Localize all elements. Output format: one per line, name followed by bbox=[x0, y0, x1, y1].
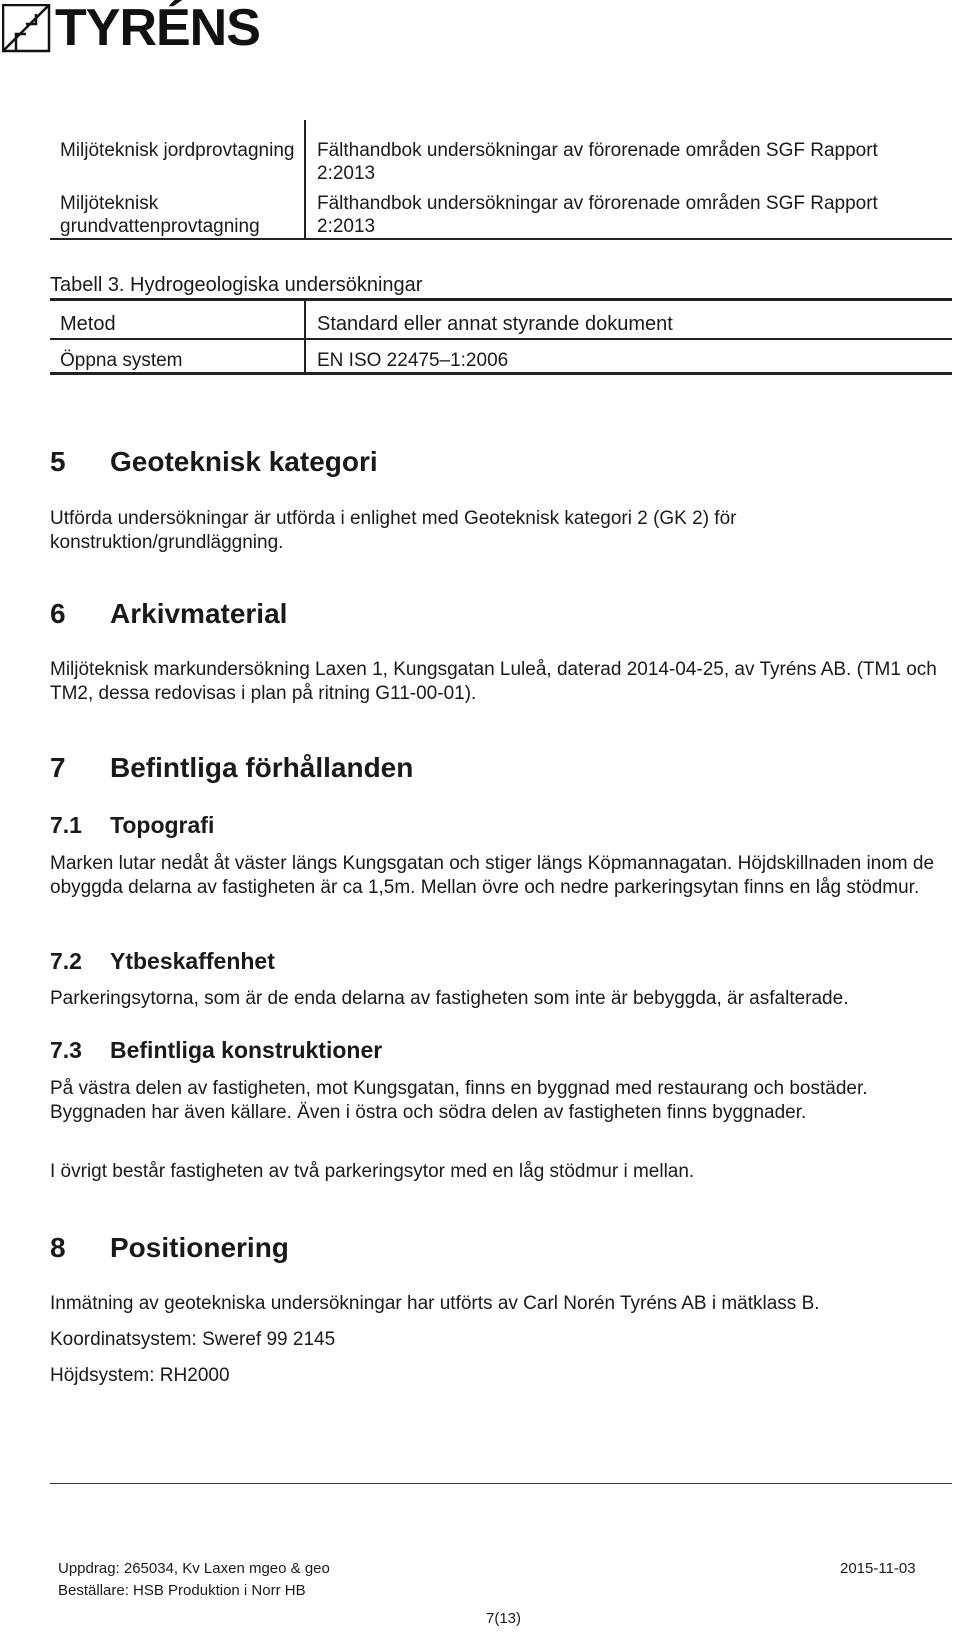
table-cell-method: Miljöteknisk jordprovtagning bbox=[60, 140, 295, 161]
section-number: 6 bbox=[50, 598, 66, 629]
table-header-border bbox=[50, 338, 952, 340]
tyrens-logo-icon bbox=[2, 4, 52, 58]
subsection-heading bbox=[50, 948, 275, 975]
section-paragraph: Marken lutar nedåt åt väster längs Kungsgatan och stiger längs Köpmannagatan. Höjdskillnaden inom de obyggda delarna av fastigheten är ca 1,5m. Mellan övre och nedre parkeringsytan finns en låg stödmur. bbox=[50, 853, 935, 898]
section-heading bbox=[50, 1232, 289, 1264]
page-number: 7(13) bbox=[486, 1610, 522, 1627]
table-bottom-border bbox=[50, 372, 952, 375]
table-caption: Tabell 3. Hydrogeologiska undersökningar bbox=[50, 274, 423, 296]
table-header-document: Standard eller annat styrande dokument bbox=[317, 313, 673, 335]
company-logo bbox=[0, 0, 260, 60]
subsection-heading bbox=[50, 1037, 382, 1064]
subsection-number: 7.1 bbox=[50, 812, 82, 838]
footer-assignment: Uppdrag: 265034, Kv Laxen mgeo & geo bbox=[58, 1560, 330, 1577]
section-heading bbox=[50, 446, 378, 478]
table-cell-method: Öppna system bbox=[60, 350, 183, 371]
footer-client: Beställare: HSB Produktion i Norr HB bbox=[58, 1582, 306, 1599]
table-header-method: Metod bbox=[60, 313, 116, 335]
section-title: Befintliga förhållanden bbox=[110, 752, 414, 783]
section-number: 8 bbox=[50, 1232, 66, 1263]
table-cell-document: Fälthandbok undersökningar av förorenade områden SGF Rapport 2:2013 bbox=[317, 193, 878, 237]
section-title: Positionering bbox=[110, 1232, 289, 1263]
table-bottom-border bbox=[50, 238, 952, 240]
section-title: Geoteknisk kategori bbox=[110, 446, 378, 477]
section-paragraph: Inmätning av geotekniska undersökningar har utförts av Carl Norén Tyréns AB i mätklass B. bbox=[50, 1293, 820, 1314]
section-title: Arkivmaterial bbox=[110, 598, 288, 629]
logo-wordmark: TYRÉNS bbox=[55, 0, 260, 57]
section-paragraph: På västra delen av fastigheten, mot Kungsgatan, finns en byggnad med restaurang och bostäder. Byggnaden har även källare. Även i östra och södra delen av fastigheten finns byggnader. bbox=[50, 1078, 868, 1123]
section-paragraph: I övrigt består fastigheten av två parkeringsytor med en låg stödmur i mellan. bbox=[50, 1161, 695, 1182]
subsection-number: 7.2 bbox=[50, 948, 82, 974]
table-cell-document: EN ISO 22475–1:2006 bbox=[317, 350, 509, 371]
table-cell-document: Fälthandbok undersökningar av förorenade områden SGF Rapport 2:2013 bbox=[317, 140, 878, 184]
subsection-title: Ytbeskaffenhet bbox=[110, 948, 275, 974]
section-paragraph: Miljöteknisk markundersökning Laxen 1, Kungsgatan Luleå, daterad 2014-04-25, av Tyréns AB. (TM1 och TM2, dessa redovisas i plan på ritning G11-00-01). bbox=[50, 659, 937, 704]
subsection-title: Topografi bbox=[110, 812, 215, 838]
section-number: 7 bbox=[50, 752, 66, 783]
subsection-title: Befintliga konstruktioner bbox=[110, 1037, 383, 1063]
footer-date: 2015-11-03 bbox=[840, 1560, 916, 1577]
section-paragraph: Utförda undersökningar är utförda i enlighet med Geoteknisk kategori 2 (GK 2) för konstruktion/grundläggning. bbox=[50, 508, 737, 553]
section-number: 5 bbox=[50, 446, 66, 477]
subsection-number: 7.3 bbox=[50, 1037, 82, 1063]
table-cell-method: Miljöteknisk grundvattenprovtagning bbox=[60, 193, 260, 237]
table-top-border bbox=[50, 298, 952, 301]
table-column-divider bbox=[304, 120, 306, 240]
section-paragraph: Parkeringsytorna, som är de enda delarna av fastigheten som inte är bebyggda, är asfalterade. bbox=[50, 988, 849, 1009]
footer-divider bbox=[50, 1483, 952, 1484]
table-column-divider bbox=[304, 300, 306, 374]
section-heading bbox=[50, 752, 413, 784]
section-paragraph: Höjdsystem: RH2000 bbox=[50, 1365, 230, 1386]
section-heading bbox=[50, 598, 287, 630]
subsection-heading bbox=[50, 812, 214, 839]
section-paragraph: Koordinatsystem: Sweref 99 2145 bbox=[50, 1329, 336, 1350]
